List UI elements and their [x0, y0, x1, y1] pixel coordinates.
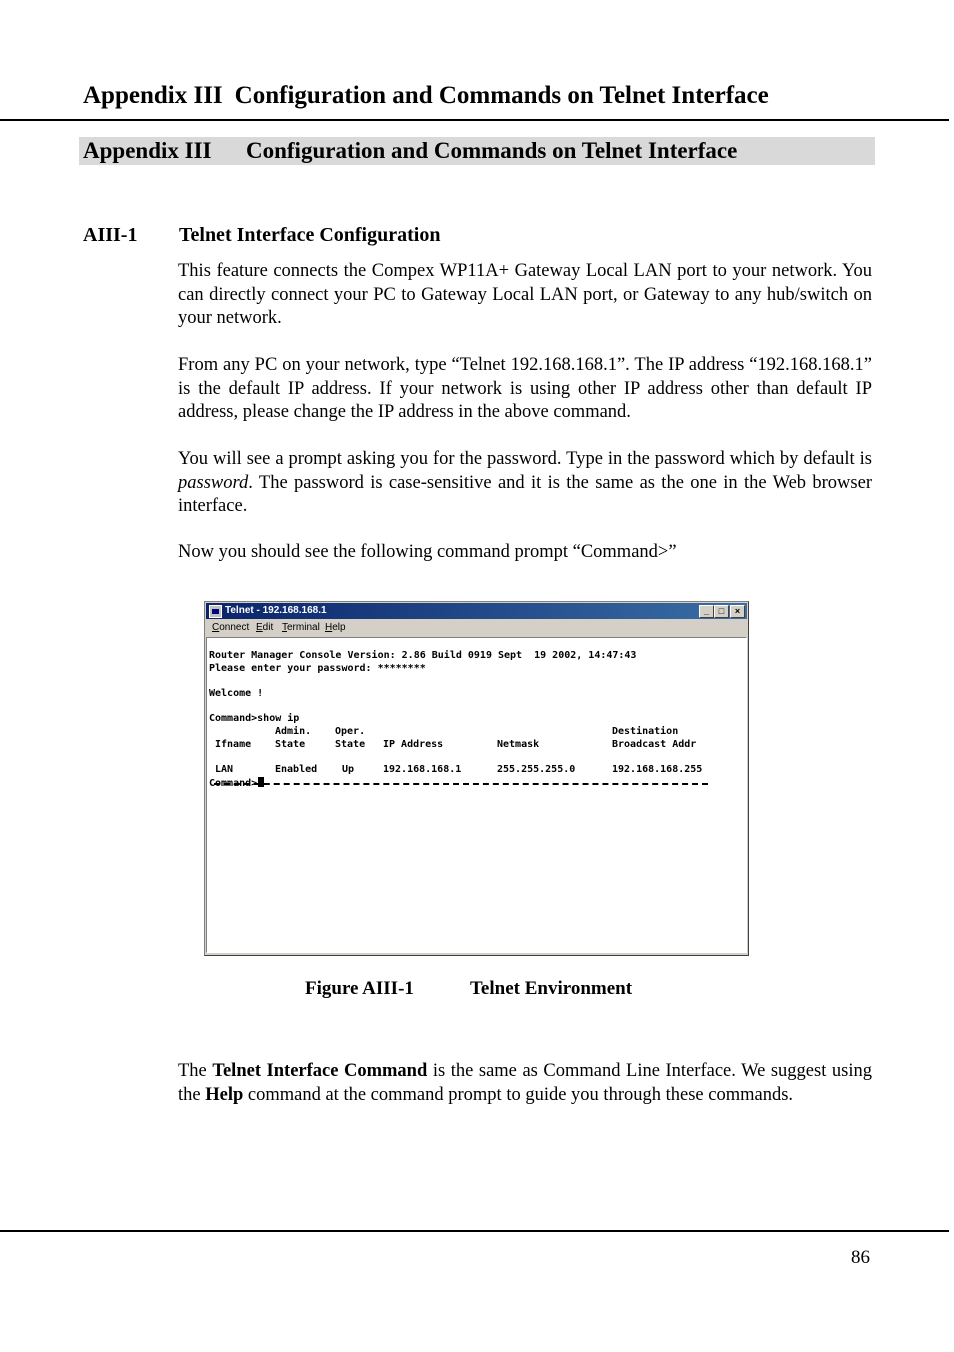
telnet-console — [206, 637, 747, 953]
paragraph-password-text-2: . The password is case-sensitive and it is the same as the one in the Web browser interface. — [178, 472, 872, 516]
help-term: Help — [205, 1084, 244, 1105]
menu-help: Help — [325, 622, 346, 633]
running-header-appendix: Appendix III — [83, 82, 223, 109]
paragraph-telnet-command: From any PC on your network, type “Telnet 192.168.168.1”. The IP address “192.168.168.1” is the default IP address. If your network is using other IP address other than default IP address, please change the IP address in the above command. — [178, 355, 872, 422]
menu-terminal: Terminal — [282, 622, 320, 633]
header-oper-state: State — [335, 739, 366, 750]
paragraph-command-prompt: Now you should see the following command prompt “Command>” — [178, 542, 677, 562]
console-separator — [214, 783, 708, 785]
menu-edit: Edit — [256, 622, 274, 633]
telnet-window-title: Telnet - 192.168.168.1 — [225, 605, 327, 616]
header-ifname: Ifname — [215, 739, 252, 750]
figure-title: Telnet Environment — [470, 978, 633, 999]
row-oper-state: Up — [342, 764, 355, 775]
menu-connect: Connect — [212, 622, 250, 633]
figure-caption — [305, 978, 633, 1000]
console-version-line: Router Manager Console Version: 2.86 Build 0919 Sept 19 2002, 14:47:43 — [209, 650, 637, 661]
close-icon: × — [730, 605, 745, 618]
paragraph-help-text-1: The — [178, 1061, 213, 1081]
page-number: 86 — [851, 1247, 870, 1268]
header-netmask: Netmask — [497, 739, 540, 750]
paragraph-intro: This feature connects the Compex WP11A+ Gateway Local LAN port to your network. You can directly connect your PC to Gateway Local LAN port, or Gateway to any hub/switch on your network. — [178, 261, 872, 328]
paragraph-help-text-2: is the same as Command Line Interface. We suggest using the — [178, 1061, 872, 1105]
console-welcome-line: Welcome ! — [209, 688, 264, 699]
header-admin-state: State — [275, 739, 306, 750]
telnet-app-icon — [209, 605, 222, 618]
telnet-menu-bar — [206, 620, 747, 636]
row-admin-state: Enabled — [275, 764, 318, 775]
footer-rule — [0, 1230, 949, 1232]
paragraph-help — [178, 1060, 872, 1107]
appendix-heading-label: Appendix III — [83, 138, 212, 163]
maximize-icon: □ — [714, 605, 729, 618]
paragraph-help-text-3: command at the command prompt to guide you through these commands. — [243, 1084, 794, 1105]
section-heading — [83, 224, 441, 247]
console-password-line: Please enter your password: ******** — [209, 663, 426, 674]
header-ip-address: IP Address — [383, 739, 444, 750]
telnet-title-bar — [206, 603, 747, 619]
row-ip-address: 192.168.168.1 — [383, 764, 462, 775]
appendix-heading — [79, 137, 875, 165]
row-ifname: LAN — [215, 764, 234, 775]
row-broadcast: 192.168.168.255 — [612, 764, 703, 775]
cursor-block — [258, 777, 264, 787]
header-admin: Admin. — [275, 726, 312, 737]
figure-label: Figure AIII-1 — [305, 978, 414, 999]
telnet-window-screenshot — [204, 601, 749, 956]
row-netmask: 255.255.255.0 — [497, 764, 576, 775]
password-term: password — [178, 472, 249, 493]
header-broadcast: Broadcast Addr — [612, 739, 697, 750]
section-title: Telnet Interface Configuration — [179, 224, 441, 246]
running-header-title: Configuration and Commands on Telnet Interface — [234, 82, 769, 109]
console-prompt-line — [209, 777, 264, 790]
minimize-icon: _ — [699, 605, 714, 618]
section-number: AIII-1 — [83, 224, 138, 246]
console-prompt: Command> — [209, 778, 258, 789]
paragraph-password-text-1: You will see a prompt asking you for the password. Type in the password which by default is — [178, 449, 872, 469]
console-command-line: Command>show ip — [209, 713, 300, 724]
header-oper: Oper. — [335, 726, 366, 737]
header-rule — [0, 119, 949, 121]
running-header — [83, 82, 769, 110]
telnet-interface-command-term: Telnet Interface Command — [212, 1061, 428, 1081]
paragraph-password — [178, 448, 872, 519]
header-destination: Destination — [612, 726, 679, 737]
appendix-heading-title: Configuration and Commands on Telnet Interface — [246, 138, 738, 163]
